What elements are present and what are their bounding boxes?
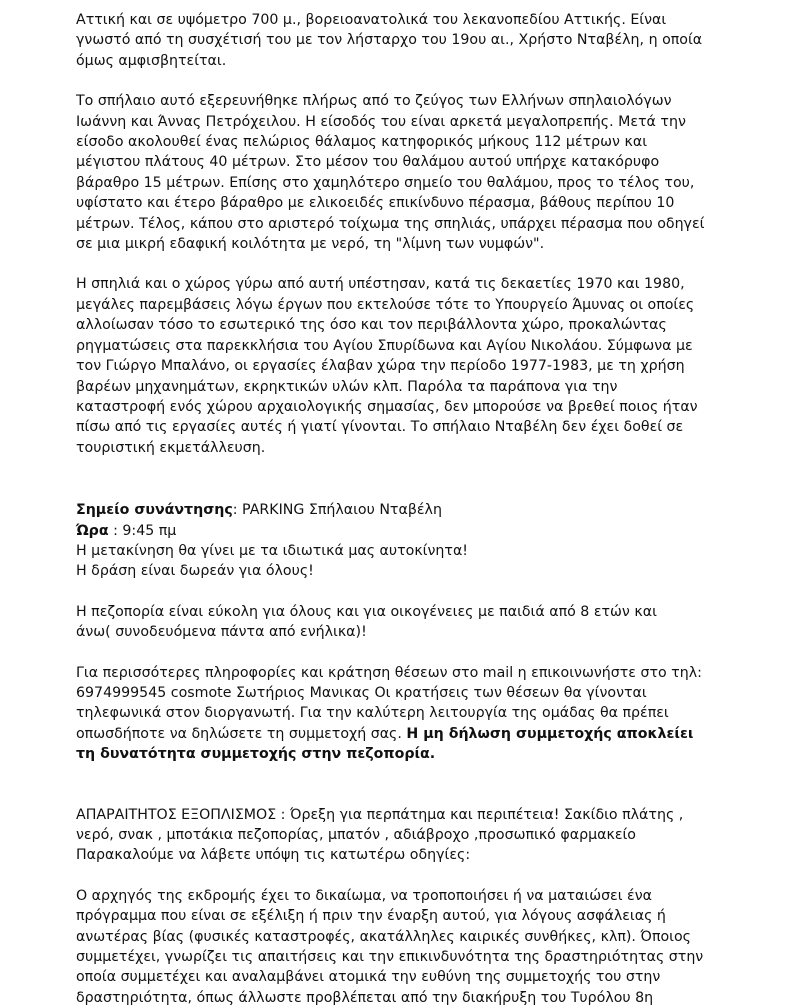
meeting-point-label: Σημείο συνάντησης <box>76 502 233 519</box>
history-paragraph: Η σπηλιά και ο χώρος γύρω από αυτή υπέστησαν, κατά τις δεκαετίες 1970 και 1980, μεγάλες παρεμβάσεις λόγω έργων που εκτελούσε τότε το Υπουργείο Άμυνας οι οποίες αλλοίωσαν τόσο το εσωτερικό της όσο και τον περιβάλλοντα χώρο, προκαλώντας ρηγματώσεις στα παρεκκλήσια του Αγίου Σπυρίδωνα και Αγίου Νικολάου. Σύμφωνα με τον Γιώργο Μπαλάνο, οι εργασίες έλαβαν χώρα την περίοδο 1977-1983, με τη χρήση βαρέων μηχανημάτων, εκρηκτικών υλών κλπ. Παρόλα τα παράπονα για την καταστροφή ενός χώρου αρχαιολογικής σημασίας, δεν μπορούσε να βρεθεί ποιος ήταν πίσω από τις εργασίες αυτές ή γιατί γίνονται. Το σπήλαιο Νταβέλη δεν έχει δοθεί σε τουριστική εκμετάλλευση. <box>76 276 698 456</box>
booking-paragraph <box>76 663 726 765</box>
meeting-point-value: : PARKING Σπήλαιου Νταβέλη <box>232 502 442 519</box>
equipment-paragraph: ΑΠΑΡΑΙΤΗΤΟΣ ΕΞΟΠΛΙΣΜΟΣ : Όρεξη για περπάτημα και περιπέτεια! Σακίδιο πλάτης , νερό, σνακ , μποτάκια πεζοπορίας, μπατόν , αδιάβροχο ,προσωπικό φαρμακείο Παρακαλούμε να λάβετε υπόψη τις κατωτέρω οδηγίες: <box>76 806 684 864</box>
difficulty-paragraph: Η πεζοπορία είναι εύκολη για όλους και για οικογένειες με παιδιά από 8 ετών και άνω( συνοδευόμενα πάντα από ενήλικα)! <box>76 603 657 641</box>
transport-line: Η μετακίνηση θα γίνει με τα ιδιωτικά μας αυτοκίνητα! <box>76 542 468 559</box>
booking-text: Για περισσότερες πληροφορίες και κράτηση θέσεων στο mail η επικοινωνήστε στο τηλ: 6974999545 cosmote Σωτήριος Μανικας Οι κρατήσεις των θέσεων θα γίνονται τηλεφωνικά στον διοργανωτή. Για την καλύτερη λειτουργία της ομάδας θα πρέπει οπωσδήποτε να δηλώσετε τη συμμετοχή σας. <box>76 664 702 742</box>
time-label: Ώρα <box>76 522 109 539</box>
document-body <box>76 10 726 1008</box>
booking-warning: Η μη δήλωση συμμετοχής αποκλείει τη δυνατότητα συμμετοχής στην πεζοπορία. <box>76 725 694 763</box>
rules-paragraph: Ο αρχηγός της εκδρομής έχει το δικαίωμα, να τροποποιήσει ή να ματαιώσει ένα πρόγραμμα που είναι σε εξέλιξη ή πριν την έναρξη αυτού, για λόγους ασφάλειας ή ανωτέρας βίας (φυσικές καταστροφές, ακατάλληλες καιρικές συνθήκες, κλπ). Όποιος συμμετέχει, γνωρίζει τις απαιτήσεις και την επικινδυνότητα της δραστηριότητας στην οποία συμμετέχει και αναλαμβάνει ατομικά την ευθύνη της συμμετοχής του στην δραστηριότητα, όπως άλλωστε προβλέπεται από την διακήρυξη του Τυρόλου 8η <box>76 887 704 1006</box>
intro-paragraph: Αττική και σε υψόμετρο 700 μ., βορειοανατολικά του λεκανοπεδίου Αττικής. Είναι γνωστό από τη συσχέτισή του με τον λήσταρχο του 19ου αι., Χρήστο Νταβέλη, η οποία όμως αμφισβητείται. <box>76 12 703 69</box>
free-line: Η δράση είναι δωρεάν για όλους! <box>76 563 314 580</box>
meeting-point-line <box>76 500 726 520</box>
time-value: : 9:45 πμ <box>108 522 177 539</box>
exploration-paragraph: Το σπήλαιο αυτό εξερευνήθηκε πλήρως από το ζεύγος των Ελλήνων σπηλαιολόγων Ιωάννη και Άννας Πετρόχειλου. Η είσοδός του είναι αρκετά μεγαλοπρεπής. Μετά την είσοδο ακολουθεί ένας πελώριος θάλαμος κατηφορικός μήκους 112 μέτρων και μέγιστου πλάτους 40 μέτρων. Στο μέσον του θαλάμου αυτού υπήρχε κατακόρυφο βάραθρο 15 μέτρων. Επίσης στο χαμηλότερο σημείο του θαλάμου, προς το τέλος του, υφίστατο και έτερο βάραθρο με ελικοειδές επικίνδυνο πέρασμα, βάθους περίπου 10 μέτρων. Τέλος, κάπου στο αριστερό τοίχωμα της σπηλιάς, υπάρχει πέρασμα που οδηγεί σε μια μικρή εδαφική κοιλότητα με νερό, τη "λίμνη των νυμφών". <box>76 93 705 253</box>
time-line <box>76 521 726 541</box>
